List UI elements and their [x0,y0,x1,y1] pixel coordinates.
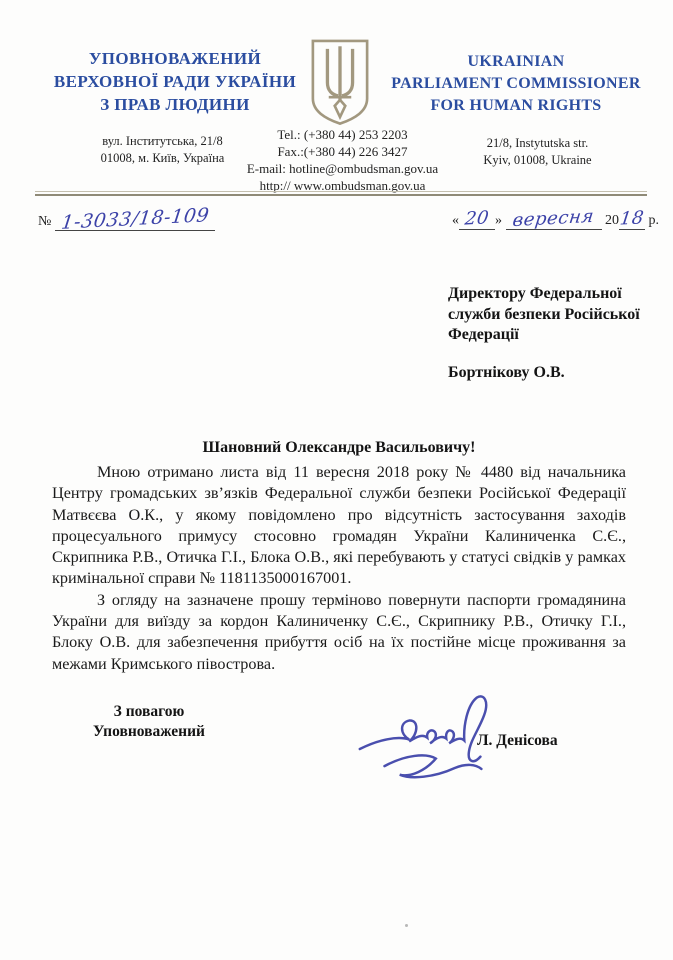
scan-speck [405,924,408,927]
date-line [452,205,659,232]
letterhead-title-uk-line3: З ПРАВ ЛЮДИНИ [100,95,250,114]
date-quote-open: « [452,213,459,228]
recipient-line2: служби безпеки Російської [448,305,640,323]
letterhead-title-en-line1: UKRAINIAN [467,53,565,70]
reference-number-label: № [38,214,52,229]
closing-line2: Уповноважений [93,723,205,740]
signer-name: Л. Денісова [477,732,558,749]
address-uk-line1: вул. Інститутська, 21/8 [102,134,223,148]
letterhead-title-uk-line1: УПОВНОВАЖЕНИЙ [88,49,262,68]
recipient-line1: Директору Федеральної [448,285,622,302]
ukraine-trident-emblem-icon [305,39,375,125]
contact-fax: Fax.:(+380 44) 226 3427 [277,144,408,159]
contact-email: E-mail: hotline@ombudsman.gov.ua [246,161,439,176]
date-year-suffix: р. [648,213,659,228]
contact-tel: Tel.: (+380 44) 253 2203 [277,127,408,142]
contact-block [235,126,450,194]
closing-block [88,702,210,742]
address-ukrainian [70,133,255,167]
recipient-name: Бортнікову О.В. [448,363,565,381]
reference-number-underline [55,204,215,234]
recipient-block [448,284,658,383]
contact-website: http:// www.ombudsman.gov.ua [259,178,426,193]
date-month-handwritten: вересня [511,205,596,232]
letterhead-title-ukrainian [40,47,310,116]
recipient-line3: Федерації [448,326,519,343]
date-year-handwritten: 18 [618,207,646,230]
letter-body [52,462,626,675]
letterhead-title-uk-line2: ВЕРХОВНОЇ РАДИ УКРАЇНИ [53,72,297,91]
letterhead-title-english [388,51,644,117]
date-day-handwritten: 20 [463,207,491,230]
address-en-line1: 21/8, Instytutska str. [486,136,589,150]
reference-number-line [38,204,215,234]
letterhead-title-en-line2: PARLIAMENT COMMISSIONER [391,75,641,92]
date-year-underline [619,208,645,230]
reference-number-handwritten: 1-3033/18-109 [59,204,211,234]
letterhead-divider-rule [35,191,647,196]
closing-line1: З повагою [113,703,185,720]
address-english [455,135,620,169]
date-quote-close: » [495,213,502,228]
address-en-line2: Kyiv, 01008, Ukraine [483,153,592,167]
address-uk-line2: 01008, м. Київ, Україна [100,151,225,165]
date-day-underline [459,208,495,230]
date-month-underline [506,205,602,232]
body-paragraph-1: Мною отримано листа від 11 вересня 2018 року № 4480 від начальника Центру громадських зв’язків Федеральної служби безпеки Російської Федерації Матвєєва О.К., у якому повідомлено про відсутність застосування заходів процесуального примусу стосовно громадян України Калиниченка С.Є., Скрипника Р.В., Отичка Г.І., Блока О.В., які перебувають у статусі свідків у рамках кримінальної справи № 1181135000167001. [52,463,626,588]
letterhead-title-en-line3: FOR HUMAN RIGHTS [430,97,602,114]
salutation: Шановний Олександре Васильовичу! [202,439,476,456]
body-paragraph-2: З огляду на зазначене прошу терміново повернути паспорти громадянина України для виїзду за кордон Калиниченку С.Є., Скрипнику Р.В., Отичку Г.І., Блоку О.В. для забезпечення прибуття осіб на їх постійне місце проживання за межами Кримського півострова. [52,590,626,673]
date-century-printed: 20 [605,213,619,228]
